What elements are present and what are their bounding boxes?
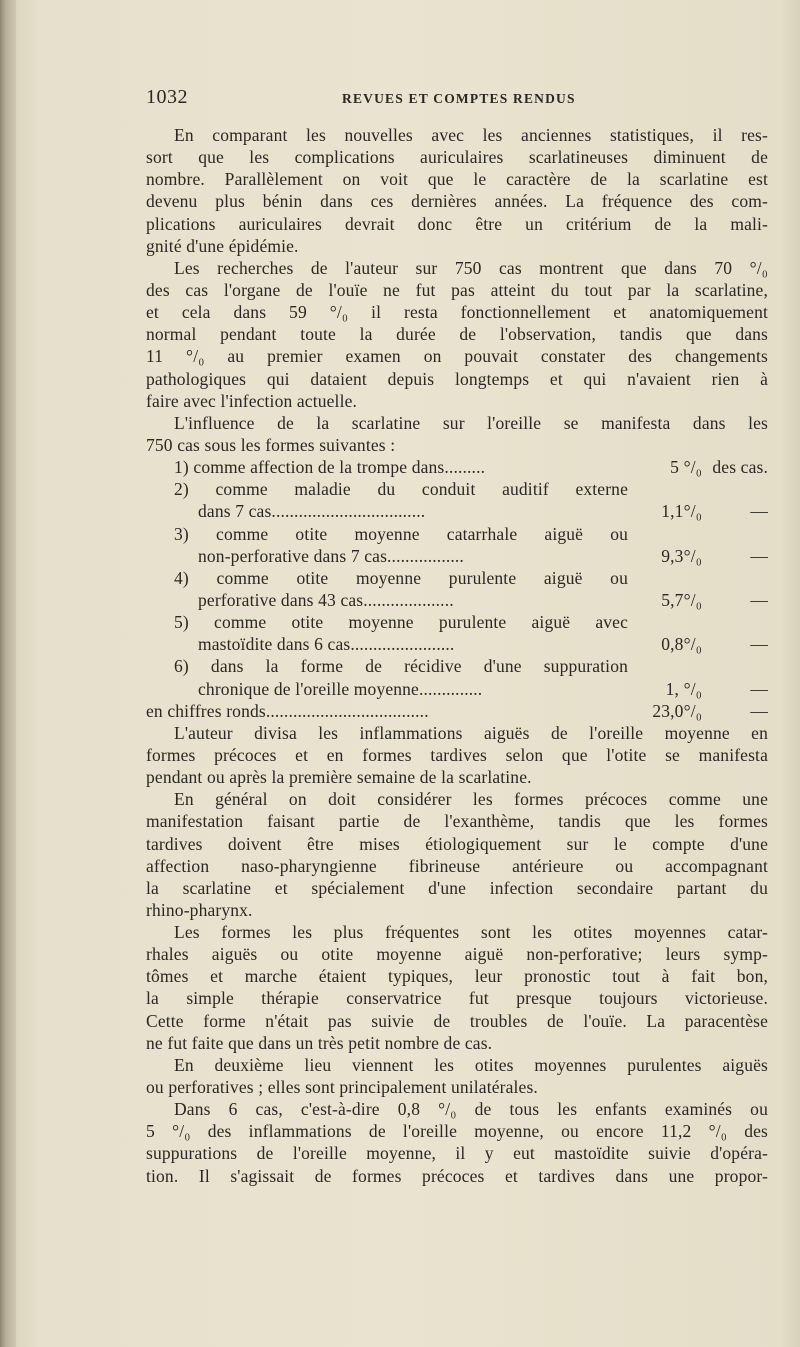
list-item-percent: 1, °/₀ (665, 678, 702, 699)
text-line: L'auteur divisa les inflammations aiguës de l'oreille moyenne en (174, 722, 768, 743)
list-total-percent: 23,0°/₀ (652, 700, 702, 721)
body-text (146, 124, 768, 1187)
list-item-percent: 9,3°/₀ (661, 545, 702, 566)
list-item (146, 456, 768, 478)
list-item-label: perforative dans 43 cas.................... (198, 589, 454, 610)
text-line: faire avec l'infection actuelle. (146, 390, 358, 411)
list-item (146, 545, 768, 567)
text-line: tardives doivent être mises étiologiquement sur le compte d'une (146, 833, 768, 854)
text-line: gnité d'une épidémie. (146, 235, 299, 256)
text-line: Dans 6 cas, c'est-à-dire 0,8 °/₀ de tous les enfants examinés ou (174, 1099, 768, 1120)
text-line: pathologiques qui dataient depuis longtemps et qui n'avaient rien à (146, 368, 768, 389)
list-total-label: en chiffres ronds.................................... (146, 700, 429, 721)
list-item-line: 4) comme otite moyenne purulente aiguë ou (174, 567, 628, 588)
text-line: tion. Il s'agissait de formes précoces et tardives dans une propor- (146, 1165, 768, 1186)
list-item-percent: 5 °/₀ (670, 457, 702, 478)
text-line: Les recherches de l'auteur sur 750 cas montrent que dans 70 °/₀ (174, 257, 768, 278)
list-item-line: 5) comme otite moyenne purulente aiguë avec (174, 612, 628, 633)
text-line: Les formes les plus fréquentes sont les otites moyennes catar- (174, 922, 768, 943)
text-line: En deuxième lieu viennent les otites moyennes purulentes aiguës (174, 1054, 768, 1075)
list-item (146, 678, 768, 700)
text-line: nombre. Parallèlement on voit que le caractère de la scarlatine est (146, 169, 768, 190)
text-line: devenu plus bénin dans ces dernières années. La fréquence des com- (146, 191, 768, 212)
text-line: En général on doit considérer les formes précoces comme une (174, 789, 768, 810)
text-line: En comparant les nouvelles avec les anciennes statistiques, il res- (174, 125, 768, 145)
page-number: 1032 (146, 86, 188, 108)
page-binding-edge (0, 0, 16, 1347)
running-head (146, 82, 770, 112)
list-item-label: mastoïdite dans 6 cas....................... (198, 634, 455, 655)
text-line: des cas l'organe de l'ouïe ne fut pas atteint du tout par la scarlatine, (146, 279, 768, 300)
text-line: rhino-pharynx. (146, 899, 253, 920)
paragraph (146, 124, 768, 257)
text-line: 5 °/₀ des inflammations de l'oreille moyenne, ou encore 11,2 °/₀ des (146, 1121, 768, 1142)
list-item-label: 1) comme affection de la trompe dans......... (174, 457, 486, 478)
statistics-list (146, 456, 768, 722)
list-total (146, 700, 768, 722)
list-item (146, 633, 768, 655)
list-item-label: dans 7 cas.................................. (198, 501, 426, 522)
list-item (146, 500, 768, 522)
text-line: et cela dans 59 °/₀ il resta fonctionnellement et anatomiquement (146, 302, 768, 323)
text-line: suppurations de l'oreille moyenne, il y eut mastoïdite suivie d'opéra- (146, 1143, 768, 1164)
paragraph (146, 412, 768, 456)
text-line: formes précoces et en formes tardives selon que l'otite se manifesta (146, 744, 768, 765)
list-item-percent: 1,1°/₀ (661, 501, 702, 522)
text-line: 11 °/₀ au premier examen on pouvait constater des changements (146, 346, 768, 367)
paragraph (146, 788, 768, 921)
text-line: normal pendant toute la durée de l'observation, tandis que dans (146, 324, 768, 345)
list-total-suffix: — (750, 700, 768, 721)
text-line: sort que les complications auriculaires scarlatineuses diminuent de (146, 147, 768, 168)
paragraph (146, 1054, 768, 1098)
list-item (146, 589, 768, 611)
text-line: ne fut faite que dans un très petit nombre de cas. (146, 1032, 493, 1053)
list-item-suffix: — (750, 634, 768, 655)
list-item-line: 6) dans la forme de récidive d'une suppuration (174, 656, 628, 677)
paragraph (146, 1098, 768, 1187)
text-line: pendant ou après la première semaine de la scarlatine. (146, 767, 532, 788)
list-item-label: non-perforative dans 7 cas................. (198, 545, 464, 566)
list-item-line: 2) comme maladie du conduit auditif externe (174, 479, 628, 500)
text-line: la simple thérapie conservatrice fut presque toujours victorieuse. (146, 988, 768, 1009)
list-item-suffix: — (750, 589, 768, 610)
paragraph (146, 257, 768, 412)
paragraph (146, 921, 768, 1054)
text-line: tômes et marche étaient typiques, leur pronostic tout à fait bon, (146, 966, 768, 987)
paragraph (146, 722, 768, 788)
text-line: Cette forme n'était pas suivie de troubles de l'ouïe. La paracentèse (146, 1010, 768, 1031)
list-item-suffix: — (750, 678, 768, 699)
text-line: manifestation faisant partie de l'exanthème, tandis que les formes (146, 811, 768, 832)
list-item-suffix: — (750, 545, 768, 566)
list-item-line: 3) comme otite moyenne catarrhale aiguë ou (174, 523, 628, 544)
list-item-suffix: — (750, 501, 768, 522)
text-line: rhales aiguës ou otite moyenne aiguë non-perforative; leurs symp- (146, 944, 768, 965)
running-title: REVUES ET COMPTES RENDUS (342, 91, 576, 106)
text-line: la scarlatine et spécialement d'une infection secondaire partant du (146, 877, 768, 898)
text-line: ou perforatives ; elles sont principalement unilatérales. (146, 1077, 538, 1098)
text-line: L'influence de la scarlatine sur l'oreille se manifesta dans les (174, 412, 768, 433)
list-item-percent: 5,7°/₀ (661, 589, 702, 610)
list-item-suffix: des cas. (712, 457, 768, 478)
list-item-label: chronique de l'oreille moyenne.............. (198, 678, 483, 699)
text-line: plications auriculaires devrait donc être un critérium de la mali- (146, 213, 768, 234)
text-line: affection naso-pharyngienne fibrineuse antérieure ou accompagnant (146, 855, 768, 876)
text-line: 750 cas sous les formes suivantes : (146, 434, 396, 455)
list-item-percent: 0,8°/₀ (661, 634, 702, 655)
